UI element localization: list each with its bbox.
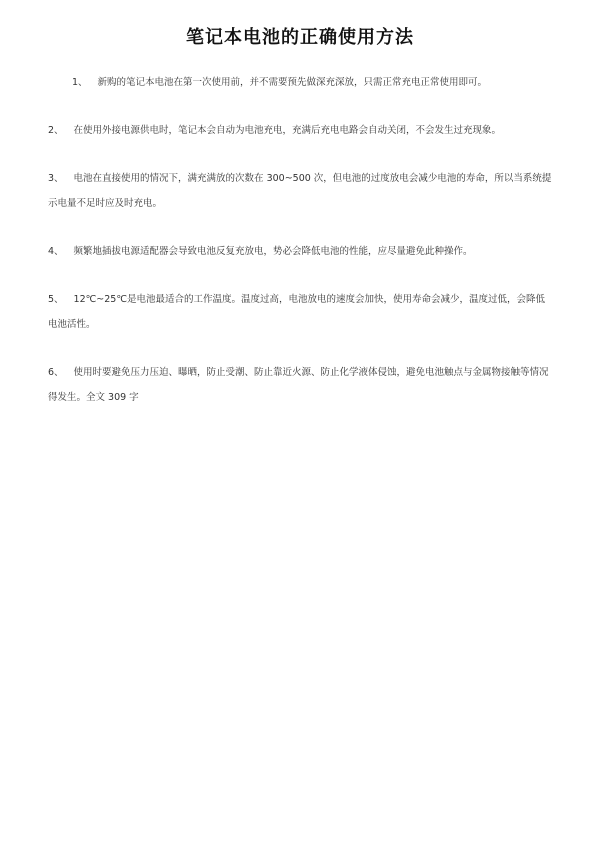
item-text: 12℃~25℃是电池最适合的工作温度。温度过高，电池放电的速度会加快，使用寿命会减少，温度过低，会降低电池活性。 xyxy=(48,294,546,330)
list-item-5 xyxy=(48,287,552,337)
item-text: 新购的笔记本电池在第一次使用前，并不需要预先做深充深放，只需正常充电正常使用即可。 xyxy=(97,77,488,88)
item-number: 1、 xyxy=(72,77,88,88)
item-number: 2、 xyxy=(48,125,64,136)
list-item-1 xyxy=(48,70,552,95)
list-item-6 xyxy=(48,360,552,410)
item-text: 在使用外接电源供电时，笔记本会自动为电池充电，充满后充电电路会自动关闭，不会发生过充现象。 xyxy=(73,125,502,136)
tips-list xyxy=(48,70,552,410)
item-number: 5、 xyxy=(48,294,64,305)
item-number: 4、 xyxy=(48,246,64,257)
item-text: 使用时要避免压力压迫、曝晒，防止受潮、防止靠近火源、防止化学液体侵蚀，避免电池触点与金属物接触等情况得发生。全文 309 字 xyxy=(48,367,549,403)
list-item-4 xyxy=(48,239,552,264)
item-text: 频繁地插拔电源适配器会导致电池反复充放电，势必会降低电池的性能，应尽量避免此种操作。 xyxy=(73,246,473,257)
page-title: 笔记本电池的正确使用方法 xyxy=(186,27,414,48)
item-number: 6、 xyxy=(48,367,64,378)
item-text: 电池在直接使用的情况下，满充满放的次数在 300~500 次，但电池的过度放电会减少电池的寿命，所以当系统提示电量不足时应及时充电。 xyxy=(48,173,552,209)
list-item-2 xyxy=(48,118,552,143)
item-number: 3、 xyxy=(48,173,64,184)
list-item-3 xyxy=(48,166,552,216)
